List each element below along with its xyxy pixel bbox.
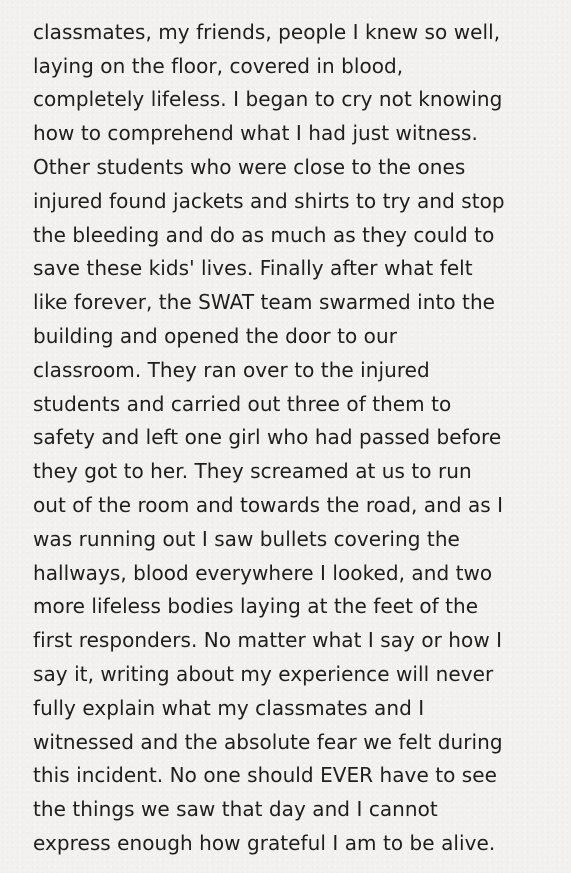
note-line: out of the room and towards the road, and as I — [33, 492, 504, 517]
note-line: Other students who were close to the ones — [33, 154, 466, 179]
note-line: the things we saw that day and I cannot — [33, 797, 438, 822]
note-line: classmates, my friends, people I knew so well, — [33, 19, 501, 44]
note-line: students and carried out three of them to — [33, 391, 452, 416]
note-line: the bleeding and do as much as they could to — [33, 222, 495, 247]
note-line: hallways, blood everywhere I looked, and two — [33, 560, 493, 585]
note-line: this incident. No one should EVER have to see — [33, 763, 497, 788]
note-line: fully explain what my classmates and I — [33, 695, 425, 720]
note-line: laying on the floor, covered in blood, — [33, 53, 404, 78]
note-line: say it, writing about my experience will never — [33, 661, 494, 686]
note-line: completely lifeless. I began to cry not knowing — [33, 87, 503, 112]
note-line: building and opened the door to our — [33, 323, 397, 348]
note-line: first responders. No matter what I say or how I — [33, 628, 503, 653]
note-line-partial — [33, 0, 563, 16]
note-line: injured found jackets and shirts to try and stop — [33, 188, 505, 213]
note-line: witnessed and the absolute fear we felt during — [33, 729, 503, 754]
note-line: was running out I saw bullets covering the — [33, 526, 460, 551]
note-line: like forever, the SWAT team swarmed into the — [33, 290, 496, 315]
note-line: more lifeless bodies laying at the feet of the — [33, 594, 479, 619]
note-line: save these kids' lives. Finally after what felt — [33, 256, 473, 281]
note-body-text — [33, 0, 563, 861]
note-line: safety and left one girl who had passed before — [33, 425, 502, 450]
note-line: they got to her. They screamed at us to run — [33, 459, 472, 484]
note-line: classroom. They ran over to the injured — [33, 357, 430, 382]
note-line: how to comprehend what I had just witness. — [33, 121, 478, 146]
note-line: express enough how grateful I am to be alive. — [33, 830, 496, 855]
